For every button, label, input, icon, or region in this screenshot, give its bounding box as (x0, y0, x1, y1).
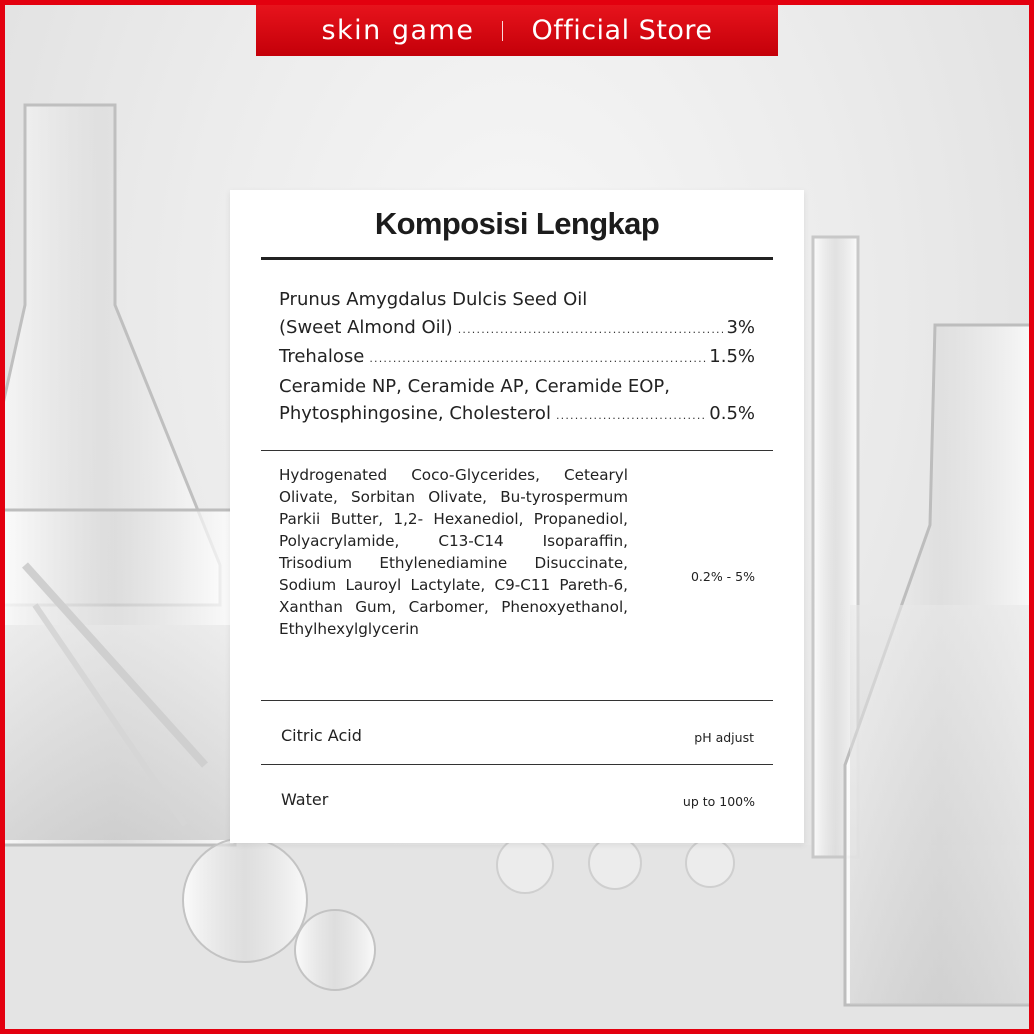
composition-card (230, 190, 804, 843)
section-divider (261, 764, 773, 765)
section-divider (261, 700, 773, 701)
active-ingredient-line (279, 343, 755, 373)
water-value: up to 100% (682, 794, 755, 809)
active-ingredient-line (279, 400, 755, 430)
ingredient-name: Prunus Amygdalus Dulcis Seed Oil (279, 289, 588, 310)
ingredient-name: Phytosphingosine, Cholesterol (279, 403, 551, 424)
ingredient-percentage: 1.5% (709, 346, 755, 367)
section-divider (261, 450, 773, 451)
ingredient-name: Ceramide NP, Ceramide AP, Ceramide EOP, (279, 375, 670, 397)
official-store-label: Official Store (531, 15, 713, 46)
active-ingredients (279, 286, 755, 430)
ingredient-percentage: 3% (726, 316, 755, 338)
citric-acid-value: pH adjust (694, 730, 754, 745)
active-ingredient-line (279, 286, 755, 314)
base-ingredients-text: Hydrogenated Coco-Glycerides, Cetearyl Olivate, Sorbitan Olivate, Bu-tyrospermum Parkii Butter, 1,2- Hexanediol, Propanediol, Polyacrylamide, C13-C14 Isoparaffin, Trisodium Ethylenediamine Disuccinate, Sodium Lauroyl Lactylate, C9-C11 Pareth-6, Xanthan Gum, Carbomer, Phenoxyethanol, Ethylhexylglycerin (279, 466, 628, 638)
banner-divider (502, 21, 503, 41)
ingredient-name: Trehalose (279, 346, 365, 367)
water-name: Water (281, 790, 329, 809)
base-ingredients-percentage: 0.2% - 5% (690, 569, 755, 584)
leader-dots (556, 402, 706, 430)
ingredient-percentage: 0.5% (709, 403, 755, 424)
ingredient-name: (Sweet Almond Oil) (279, 316, 453, 338)
store-banner (256, 5, 778, 56)
active-ingredient-line (279, 314, 755, 344)
brand-name: skin game (321, 15, 475, 46)
active-ingredient-line (279, 373, 755, 401)
title-divider (261, 257, 773, 260)
leader-dots (369, 345, 706, 373)
leader-dots (458, 316, 724, 344)
citric-acid-name: Citric Acid (281, 726, 362, 745)
card-title: Komposisi Lengkap (374, 206, 660, 241)
